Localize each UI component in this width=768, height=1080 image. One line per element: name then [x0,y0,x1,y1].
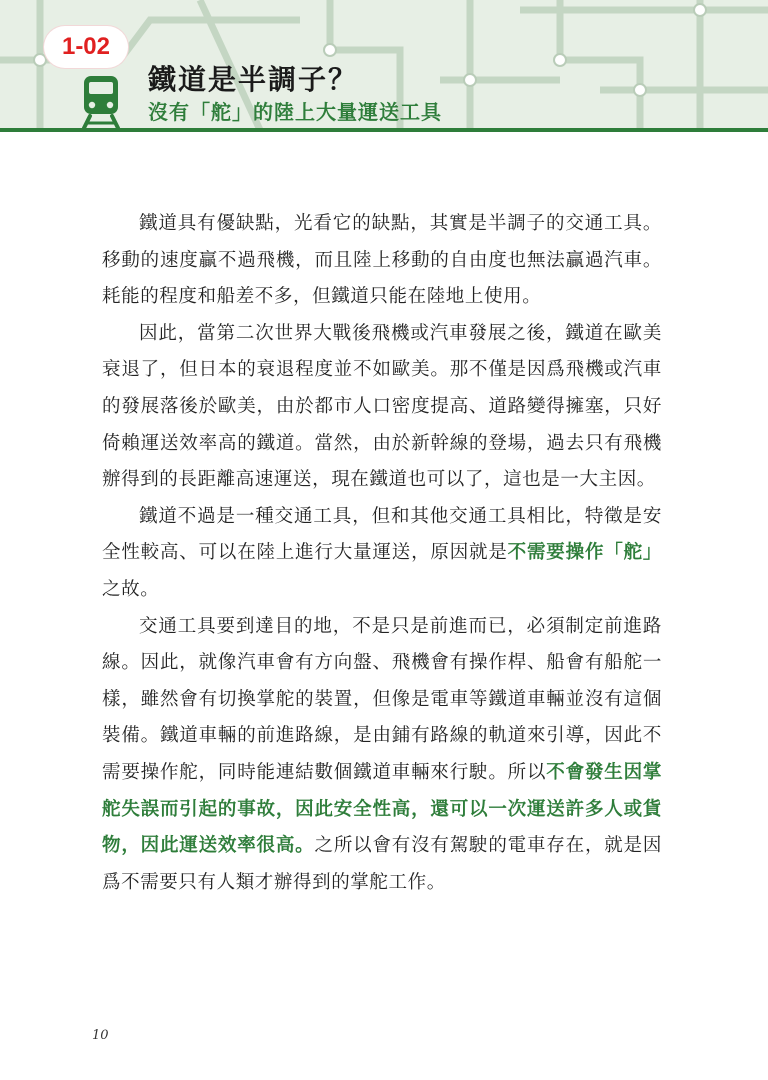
paragraph: 交通工具要到達目的地，不是只是前進而已，必須制定前進路線。因此，就像汽車會有方向盤、飛機會有操作桿、船會有船舵一樣，雖然會有切換掌舵的裝置，但像是電車等鐵道車輛並沒有這個裝備。鐵道車輛的前進路線，是由鋪有路線的軌道來引導，因此不需要操作舵，同時能連結數個鐵道車輛來行駛。所以不會發生因掌舵失誤而引起的事故，因此安全性高，還可以一次運送許多人或貨物，因此運送效率很高。之所以會有沒有駕駛的電車存在，就是因爲不需要只有人類才辦得到的掌舵工作。 [102,615,662,893]
article-body [102,206,662,901]
paragraph: 因此，當第二次世界大戰後飛機或汽車發展之後，鐵道在歐美衰退了，但日本的衰退程度並不如歐美。那不僅是因爲飛機或汽車的發展落後於歐美，由於都市人口密度提高、道路變得擁塞，只好倚賴運送效率高的鐵道。當然，由於新幹線的登場，過去只有飛機辦得到的長距離高速運送，現在鐵道也可以了，這也是一大主因。 [102,322,662,491]
chapter-header [0,0,768,130]
page-title: 鐵道是半調子？ [148,63,359,96]
page-number: 10 [92,1028,109,1043]
paragraph: 鐵道具有優缺點，光看它的缺點，其實是半調子的交通工具。移動的速度贏不過飛機，而且陸上移動的自由度也無法贏過汽車。耗能的程度和船差不多，但鐵道只能在陸地上使用。 [102,213,662,308]
page-subtitle: 沒有「舵」的陸上大量運送工具 [148,100,442,124]
section-badge [44,26,128,68]
header-divider [0,128,768,132]
paragraph: 鐵道不過是一種交通工具，但和其他交通工具相比，特徵是安全性較高、可以在陸上進行大量運送，原因就是不需要操作「舵」之故。 [102,505,662,600]
section-number: 1-02 [61,33,111,60]
highlight-text: 不會發生因掌舵失誤而引起的事故，因此安全性高，還可以一次運送許多人或貨物，因此運送效率很高。 [102,761,662,857]
train-icon [80,74,122,130]
highlight-text: 不需要操作「舵」 [507,542,662,564]
